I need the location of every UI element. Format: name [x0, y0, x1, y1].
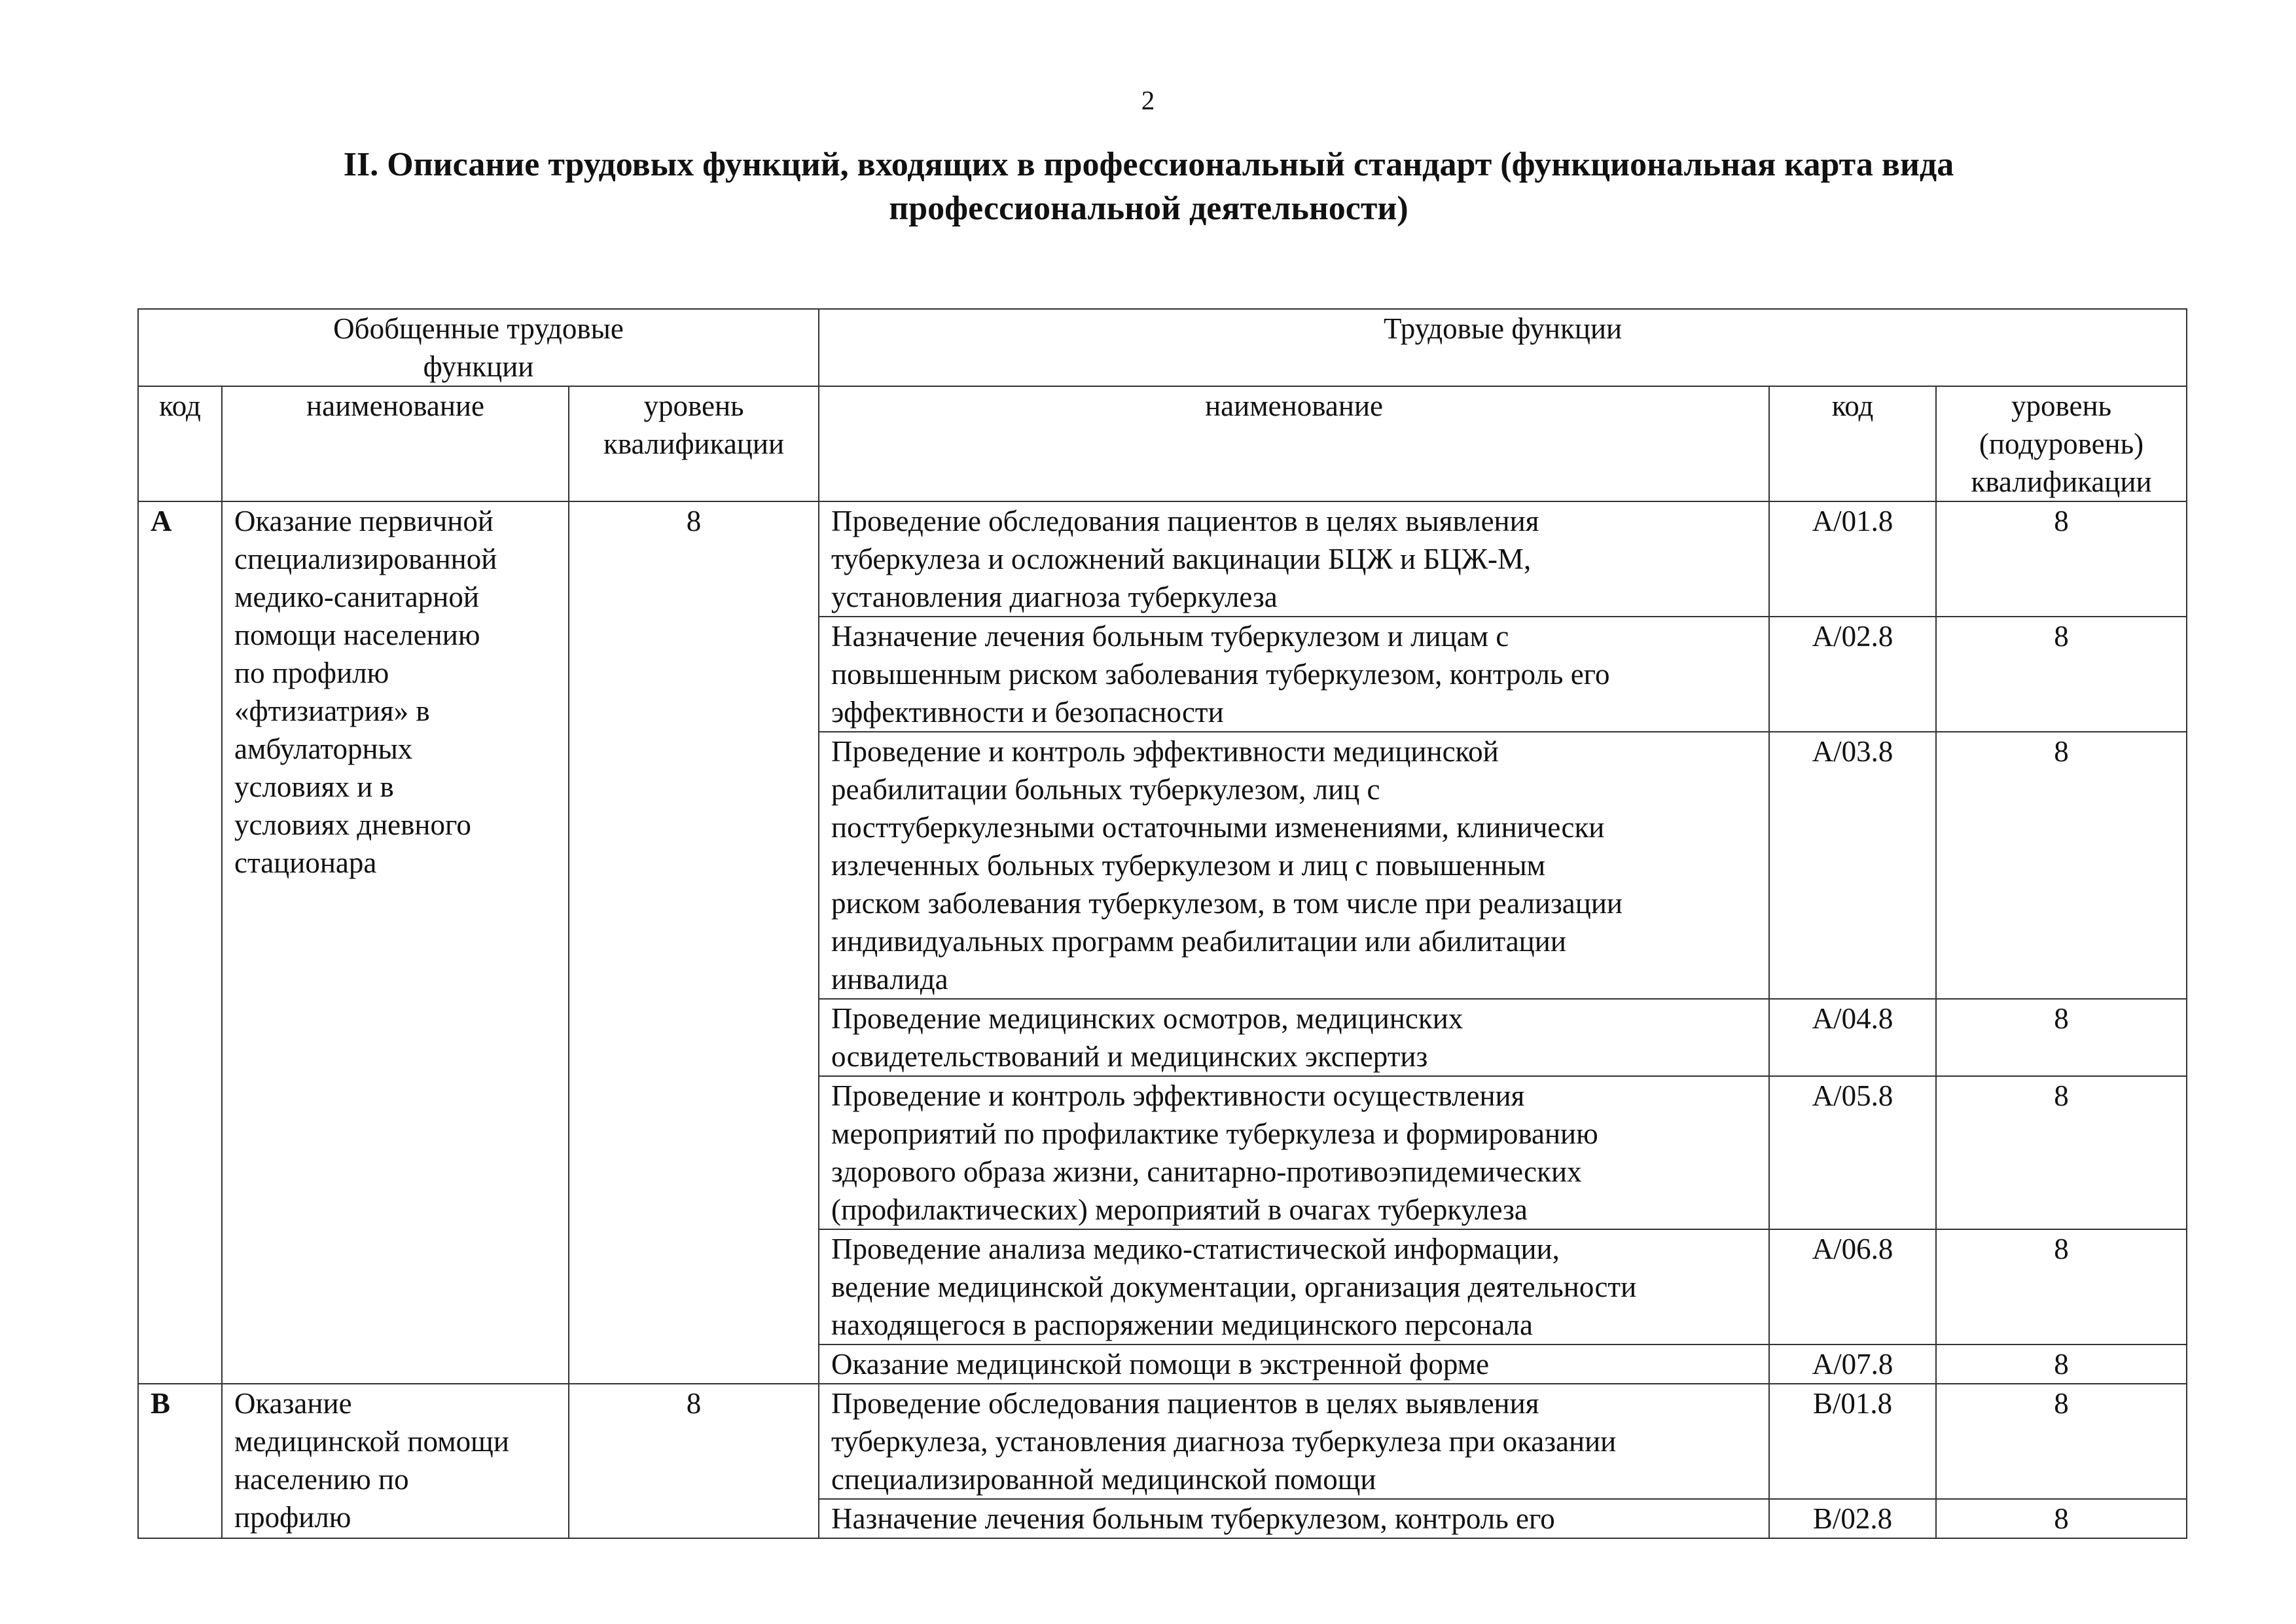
header-code: код — [138, 386, 222, 501]
header-name: наименование — [222, 386, 569, 501]
header-generalized-functions: Обобщенные трудовые функции — [138, 309, 819, 386]
header-labor-functions: Трудовые функции — [819, 309, 2187, 386]
header-function-name: наименование — [819, 386, 1769, 501]
function-name: Оказание медицинской помощи в экстренной форме — [819, 1344, 1769, 1384]
function-level: 8 — [1936, 617, 2187, 732]
function-level: 8 — [1936, 1384, 2187, 1499]
function-level: 8 — [1936, 1229, 2187, 1344]
table-row — [138, 501, 2187, 617]
header-qualification-level: уровень квалификации — [569, 386, 819, 501]
function-name: Проведение анализа медико-статистической информации, ведение медицинской документации, организация деятельности находящегося в распоряжении медицинского персонала — [819, 1229, 1769, 1344]
table-header-row-2 — [138, 386, 2187, 501]
function-code: B/01.8 — [1769, 1384, 1936, 1499]
header-function-code: код — [1769, 386, 1936, 501]
function-name: Проведение обследования пациентов в целях выявления туберкулеза и осложнений вакцинации БЦЖ и БЦЖ-М, установления диагноза туберкулеза — [819, 501, 1769, 617]
function-name: Проведение медицинских осмотров, медицинских освидетельствований и медицинских экспертиз — [819, 999, 1769, 1076]
functional-map-table — [137, 308, 2187, 1539]
table-header-row-1 — [138, 309, 2187, 386]
group-name: Оказание первичной специализированной медико-санитарной помощи населению по профилю «фтизиатрия» в амбулаторных условиях и в условиях дневного стационара — [222, 501, 569, 1384]
function-code: A/03.8 — [1769, 732, 1936, 999]
function-name: Проведение и контроль эффективности медицинской реабилитации больных туберкулезом, лиц с посттуберкулезными остаточными изменениями, клинически излеченных больных туберкулезом и лиц с повышенным риском заболевания туберкулезом, в том числе при реализации индивидуальных программ реабилитации или абилитации инвалида — [819, 732, 1769, 999]
function-level: 8 — [1936, 1499, 2187, 1538]
function-code: B/02.8 — [1769, 1499, 1936, 1538]
group-code: A — [138, 501, 222, 1384]
function-level: 8 — [1936, 1076, 2187, 1229]
function-name: Проведение обследования пациентов в целях выявления туберкулеза, установления диагноза туберкулеза при оказании специализированной медицинской помощи — [819, 1384, 1769, 1499]
group-level: 8 — [569, 1384, 819, 1538]
function-code: A/04.8 — [1769, 999, 1936, 1076]
function-level: 8 — [1936, 732, 2187, 999]
table-row — [138, 1384, 2187, 1499]
function-name: Назначение лечения больным туберкулезом, контроль его — [819, 1499, 1769, 1538]
header-function-level: уровень (подуровень) квалификации — [1936, 386, 2187, 501]
function-code: A/01.8 — [1769, 501, 1936, 617]
function-code: A/06.8 — [1769, 1229, 1936, 1344]
function-name: Назначение лечения больным туберкулезом и лицам с повышенным риском заболевания туберкулезом, контроль его эффективности и безопасности — [819, 617, 1769, 732]
function-level: 8 — [1936, 1344, 2187, 1384]
group-code: B — [138, 1384, 222, 1538]
page-title: II. Описание трудовых функций, входящих в профессиональный стандарт (функциональная карта вида профессиональной деятельности) — [343, 146, 1954, 227]
group-name: Оказание медицинской помощи населению по профилю — [222, 1384, 569, 1538]
group-level: 8 — [569, 501, 819, 1384]
function-code: A/05.8 — [1769, 1076, 1936, 1229]
function-level: 8 — [1936, 999, 2187, 1076]
function-code: A/07.8 — [1769, 1344, 1936, 1384]
page-number: 2 — [1141, 85, 1155, 115]
function-code: A/02.8 — [1769, 617, 1936, 732]
function-name: Проведение и контроль эффективности осуществления мероприятий по профилактике туберкулеза и формированию здорового образа жизни, санитарно-противоэпидемических (профилактических) мероприятий в очагах туберкулеза — [819, 1076, 1769, 1229]
function-level: 8 — [1936, 501, 2187, 617]
